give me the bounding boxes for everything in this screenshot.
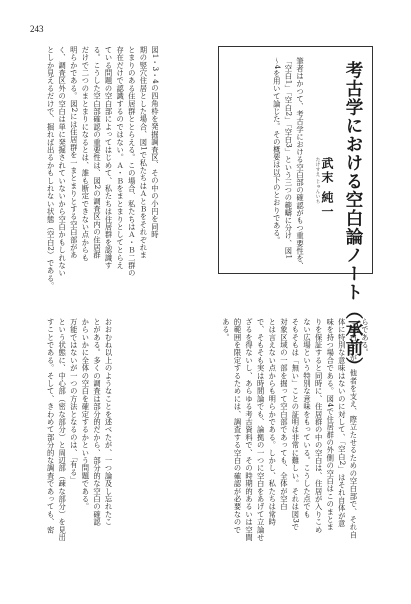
article-title: 考古学における空白論ノート（承前） <box>343 61 363 376</box>
body-column-lower-left: おおむね以上のようなことを述べたが、一つ論及し忘れたこ とがある。多くの調査は部分的だから、部分的な空白の確認 からいかに全体の空白を確定するかという問題である。 万能ではないが一つの方法となるのは、「有る」 という状態に、中心部（密な部分）と周辺部（疎な部分）を見出 すことである。そして、きわめて部分的な調査であっても、密 <box>46 318 114 542</box>
body-column-right-bottom: らである。 「空白1」が、他者を支え、際立たせるための空白部で、それ自 体に特別な意味はないのに対して、「空白2」はそれ自体が意 味を持つ場合である。図4で住居群の外側の空白はこのまとま りを保証すると同時に、住居群の中の空白は、住居が入りこめ ない広場という特別な意味をもっている。こうした点でも そもそもは「無い」ことの証明は非常に難しい。それは図3で 対象区域の一部を掘って空白部であっても、全体が空白 とは言えない点からも明らかである。しかし、私たちは常時 で、そもそも実は時間論でも、論拠の一つに空白をあげて立論せ ざるを得ないし、あらゆる考古資料で、その時期的あるいは空間 的範囲を限定するためには、調査する空白の確認が必要なので ある。 <box>221 318 370 542</box>
page-number: 243 <box>30 24 44 34</box>
body-column-upper-left: 図1・3・4の四角枠を発掘調査区、その中の小円を同時 期の竪穴住居とした場合、図1で私たちはＡとＢをそれぞれま とまりのある住居群ととらえる。この場合、私たちはＡ・Ｂ二群の 存在だけで認識するのではない。Ａ・Ｂをまとまりとしてとらえ ている問題の空白部によってはじめて、私たちは住居群を認識す る。こうした空白部確認の重要性は、図2の調査区内の住居群 だけで二つのまとまりになるとは、誰も断定できない点からも 明らかである。図2には住居群を一まとまりとする空白部があ く、調査区外の空白は単に発掘されていないから空白かもしれない としか見えるだけで、掘れば出るかもしれない状態（空白2）である。 <box>46 46 160 290</box>
author-ruby: たけすえ じゅんいち <box>315 157 320 204</box>
intro-paragraph: 筆者はかつて、考古学における空白部の確認がもつ重要性を、 「空白1」「空白2」「空白3」という三つの範疇に分け、図1 〜4を用いて論じた。その概要は以下のとおりである。 <box>272 57 305 270</box>
title-box <box>218 46 373 376</box>
author-name: 武末 純一 <box>320 157 334 220</box>
